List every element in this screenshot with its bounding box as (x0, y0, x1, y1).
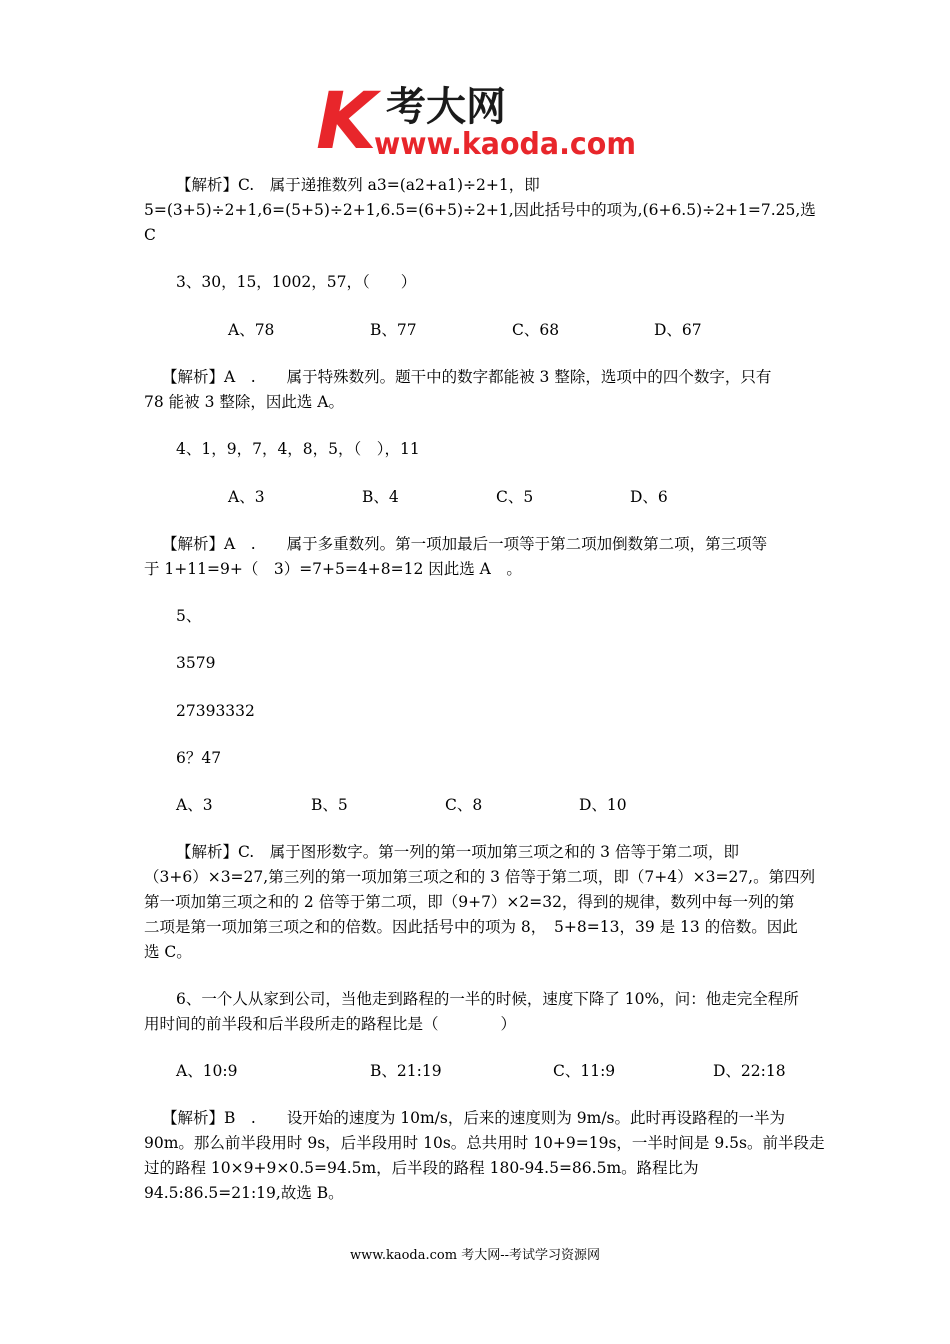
q2-answer-line-1: 【解析】C. 属于递推数列 a3=(a2+a1)÷2+1，即 (176, 176, 540, 194)
q5-row-3: 6？47 (176, 749, 222, 767)
q5-option-d: D、10 (579, 796, 627, 814)
q3-option-c: C、68 (512, 321, 560, 339)
q4-option-c: C、5 (496, 488, 534, 506)
q6-stem-line-1: 6、一个人从家到公司，当他走到路程的一半的时候，速度下降了 10%，问：他走完全程所 (176, 990, 799, 1008)
q6-answer-line-4: 94.5:86.5=21:19,故选 B。 (144, 1184, 344, 1202)
q5-answer-line-1: 【解析】C. 属于图形数字。第一列的第一项加第三项之和的 3 倍等于第二项，即 (176, 843, 739, 861)
q5-answer-line-5: 选 C。 (144, 943, 192, 961)
q4-stem: 4、1，9，7，4，8，5，（ ），11 (176, 440, 420, 458)
q4-option-b: B、4 (362, 488, 399, 506)
logo-name: 考大网 (386, 84, 506, 130)
q3-option-b: B、77 (370, 321, 417, 339)
q2-answer-line-2: 5=(3+5)÷2+1,6=(5+5)÷2+1,6.5=(6+5)÷2+1,因此括号中的项为,(6+6.5)÷2+1=7.25,选 (144, 201, 816, 219)
q3-option-a: A、78 (228, 321, 275, 339)
q4-option-a: A、3 (228, 488, 265, 506)
q4-answer-line-2: 于 1+11=9+（ 3）=7+5=4+8=12 因此选 A 。 (144, 560, 522, 578)
q6-option-b: B、21:19 (370, 1062, 442, 1080)
q5-answer-line-4: 二项是第一项加第三项之和的倍数。因此括号中的项为 8， 5+8=13，39 是 13 的倍数。因此 (144, 918, 798, 936)
logo-letter-k: K (316, 82, 377, 162)
q3-stem: 3、30，15，1002，57，（ ） (176, 273, 417, 291)
q5-option-c: C、8 (445, 796, 483, 814)
logo-url: www.kaoda.com (374, 127, 636, 162)
q4-answer-line-1: 【解析】A . 属于多重数列。第一项加最后一项等于第二项加倒数第二项，第三项等 (162, 535, 768, 553)
q6-option-d: D、22:18 (713, 1062, 786, 1080)
q6-answer-line-2: 90m。那么前半段用时 9s，后半段用时 10s。总共用时 10+9=19s，一半时间是 9.5s。前半段走 (144, 1134, 825, 1152)
q6-answer-line-3: 过的路程 10×9+9×0.5=94.5m，后半段的路程 180-94.5=86.5m。路程比为 (144, 1159, 699, 1177)
q5-stem: 5、 (176, 607, 202, 625)
q3-answer-line-2: 78 能被 3 整除，因此选 A。 (144, 393, 344, 411)
q6-option-c: C、11:9 (553, 1062, 616, 1080)
q5-option-a: A、3 (176, 796, 213, 814)
q5-answer-line-3: 第一项加第三项之和的 2 倍等于第二项，即（9+7）×2=32，得到的规律，数列中每一列的第 (144, 893, 795, 911)
page-footer: www.kaoda.com 考大网--考试学习资源网 (350, 1248, 600, 1263)
q5-answer-line-2: （3+6）×3=27,第三列的第一项加第三项之和的 3 倍等于第二项，即（7+4）×3=27,。第四列 (144, 868, 816, 886)
q5-row-1: 3579 (176, 654, 216, 672)
q3-answer-line-1: 【解析】A . 属于特殊数列。题干中的数字都能被 3 整除，选项中的四个数字，只有 (162, 368, 772, 386)
q6-option-a: A、10:9 (176, 1062, 238, 1080)
q3-option-d: D、67 (654, 321, 702, 339)
q6-answer-line-1: 【解析】B . 设开始的速度为 10m/s，后来的速度则为 9m/s。此时再设路程的一半为 (162, 1109, 786, 1127)
q5-row-2: 27393332 (176, 702, 255, 720)
q5-option-b: B、5 (311, 796, 348, 814)
q4-option-d: D、6 (630, 488, 668, 506)
kaoda-logo (316, 82, 646, 162)
q6-stem-line-2: 用时间的前半段和后半段所走的路程比是（ ） (144, 1015, 517, 1033)
q2-answer-line-3: C (144, 226, 156, 244)
